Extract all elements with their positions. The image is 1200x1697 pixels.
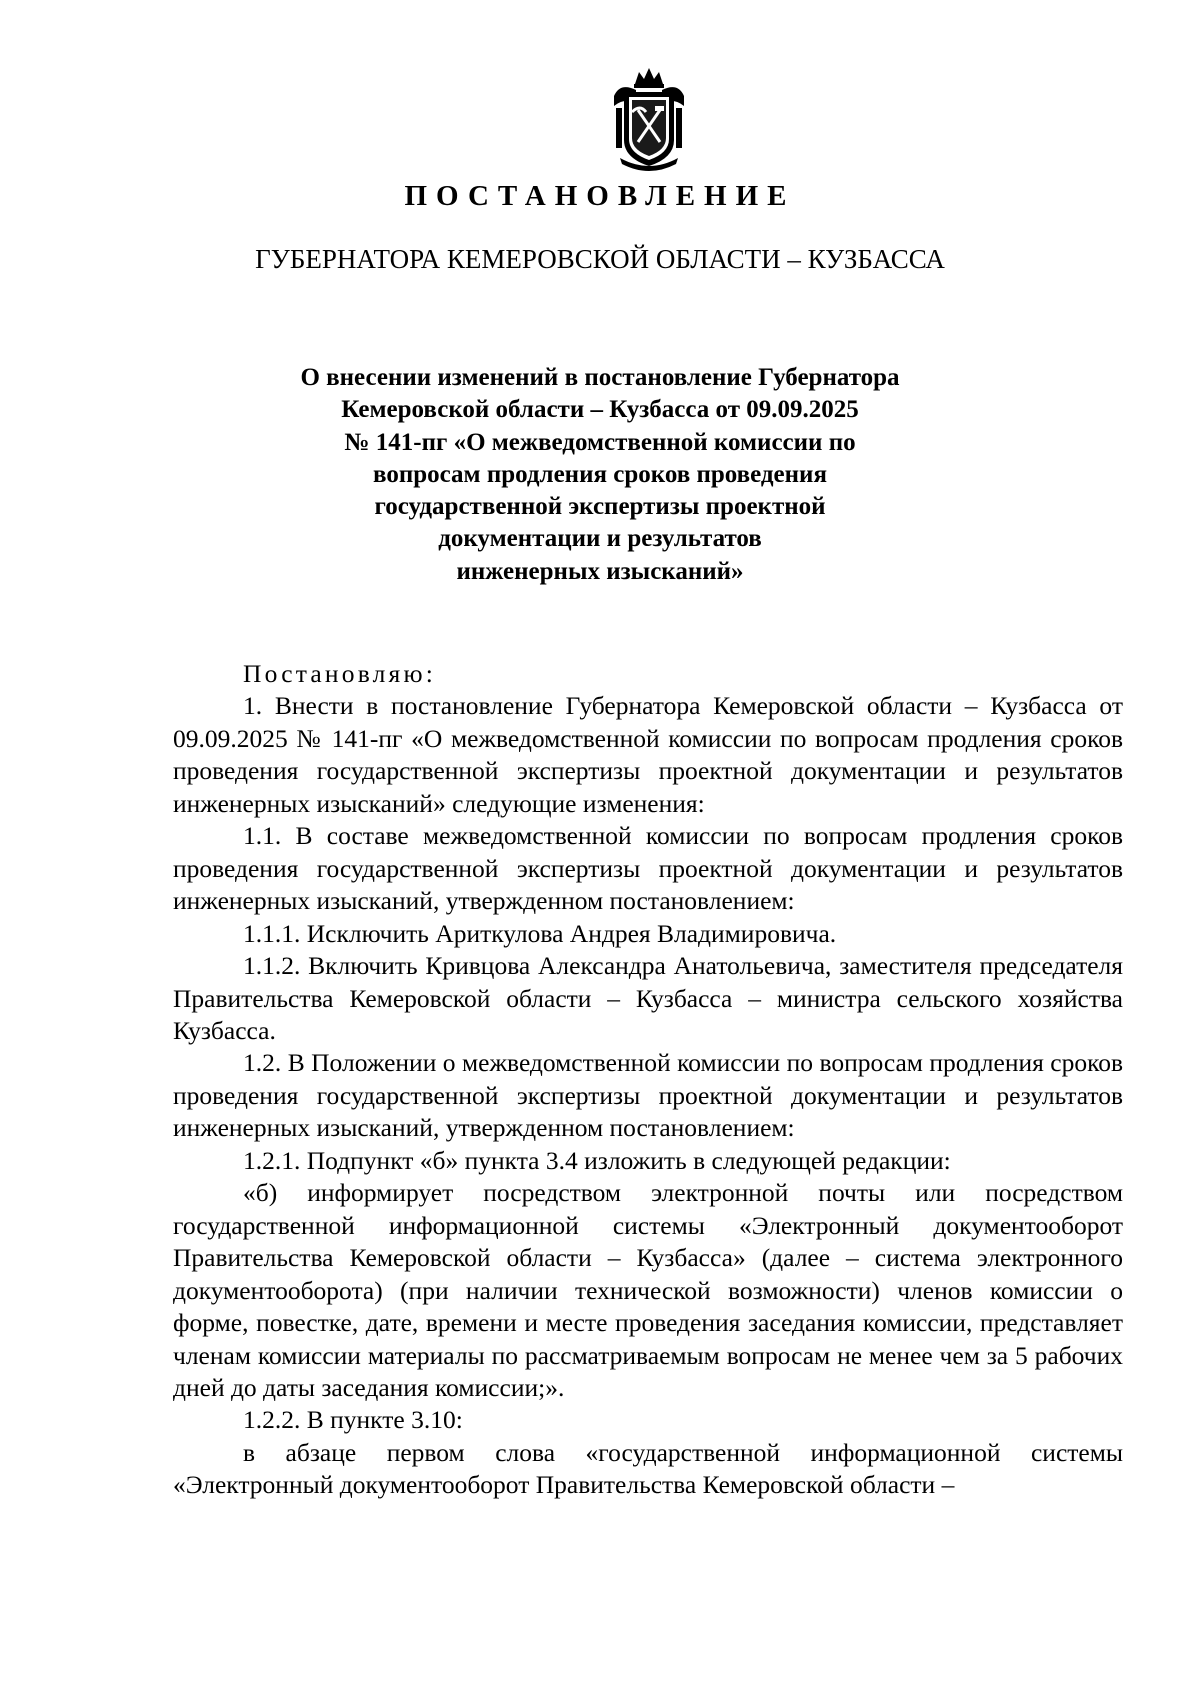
document-type-heading: ПОСТАНОВЛЕНИЕ [404, 180, 796, 212]
paragraph-1-2-1: 1.2.1. Подпункт «б» пункта 3.4 изложить в следующей редакции: [243, 1145, 951, 1175]
paragraph-1: 1. Внести в постановление Губернатора Кемеровской области – Кузбасса от 09.09.2025 № 141-пг «О межведомственной комиссии по вопросам продления сроков проведения государственной экспертизы проектной документации и результатов инженерных изысканий» следующие изменения: [173, 691, 1123, 818]
quoted-subparagraph-b: «б) информирует посредством электронной почты или посредством государственной информационной системы «Электронный документооборот Правительства Кемеровской области – Кузбасса» (далее – система электронного документооборота) (при наличии технической возможности) членов комиссии о форме, повестке, дате, времени и месте проведения заседания комиссии, представляет членам комиссии материалы по рассматриваемым вопросам не менее чем за 5 рабочих дней до даты заседания комиссии;». [173, 1178, 1123, 1402]
paragraph-first-abzac: в абзаце первом слова «государственной информационной системы «Электронный документооборот Правительства Кемеровской области – [173, 1437, 1123, 1500]
paragraph-1-1-1: 1.1.1. Исключить Ариткулова Андрея Владимировича. [243, 918, 837, 948]
title-line: № 141-пг «О межведомственной комиссии по [344, 428, 856, 456]
decree-formula: Постановляю: [243, 659, 436, 688]
document-title [230, 362, 970, 588]
title-line: О внесении изменений в постановление Губернатора [300, 364, 900, 391]
paragraph-1-1: 1.1. В составе межведомственной комиссии по вопросам продления сроков проведения государственной экспертизы проектной документации и результатов инженерных изысканий, утвержденном постановлением: [173, 821, 1123, 916]
paragraph-1-1-2: 1.1.2. Включить Кривцова Александра Анатольевича, заместителя председателя Правительства Кемеровской области – Кузбасса – министра сельского хозяйства Кузбасса. [173, 951, 1123, 1045]
issuer-heading: ГУБЕРНАТОРА КЕМЕРОВСКОЙ ОБЛАСТИ – КУЗБАССА [255, 244, 945, 274]
coat-of-arms-emblem [610, 62, 688, 172]
title-line: инженерных изысканий» [456, 557, 744, 585]
title-line: документации и результатов [438, 525, 762, 553]
paragraph-1-2: 1.2. В Положении о межведомственной комиссии по вопросам продления сроков проведения государственной экспертизы проектной документации и результатов инженерных изысканий, утвержденном постановлением: [173, 1048, 1123, 1143]
title-line: государственной экспертизы проектной [374, 493, 826, 521]
paragraph-1-2-2: 1.2.2. В пункте 3.10: [243, 1405, 463, 1435]
document-body [173, 658, 1123, 1502]
title-line: вопросам продления сроков проведения [373, 460, 827, 488]
title-line: Кемеровской области – Кузбасса от 09.09.2025 [341, 396, 859, 424]
